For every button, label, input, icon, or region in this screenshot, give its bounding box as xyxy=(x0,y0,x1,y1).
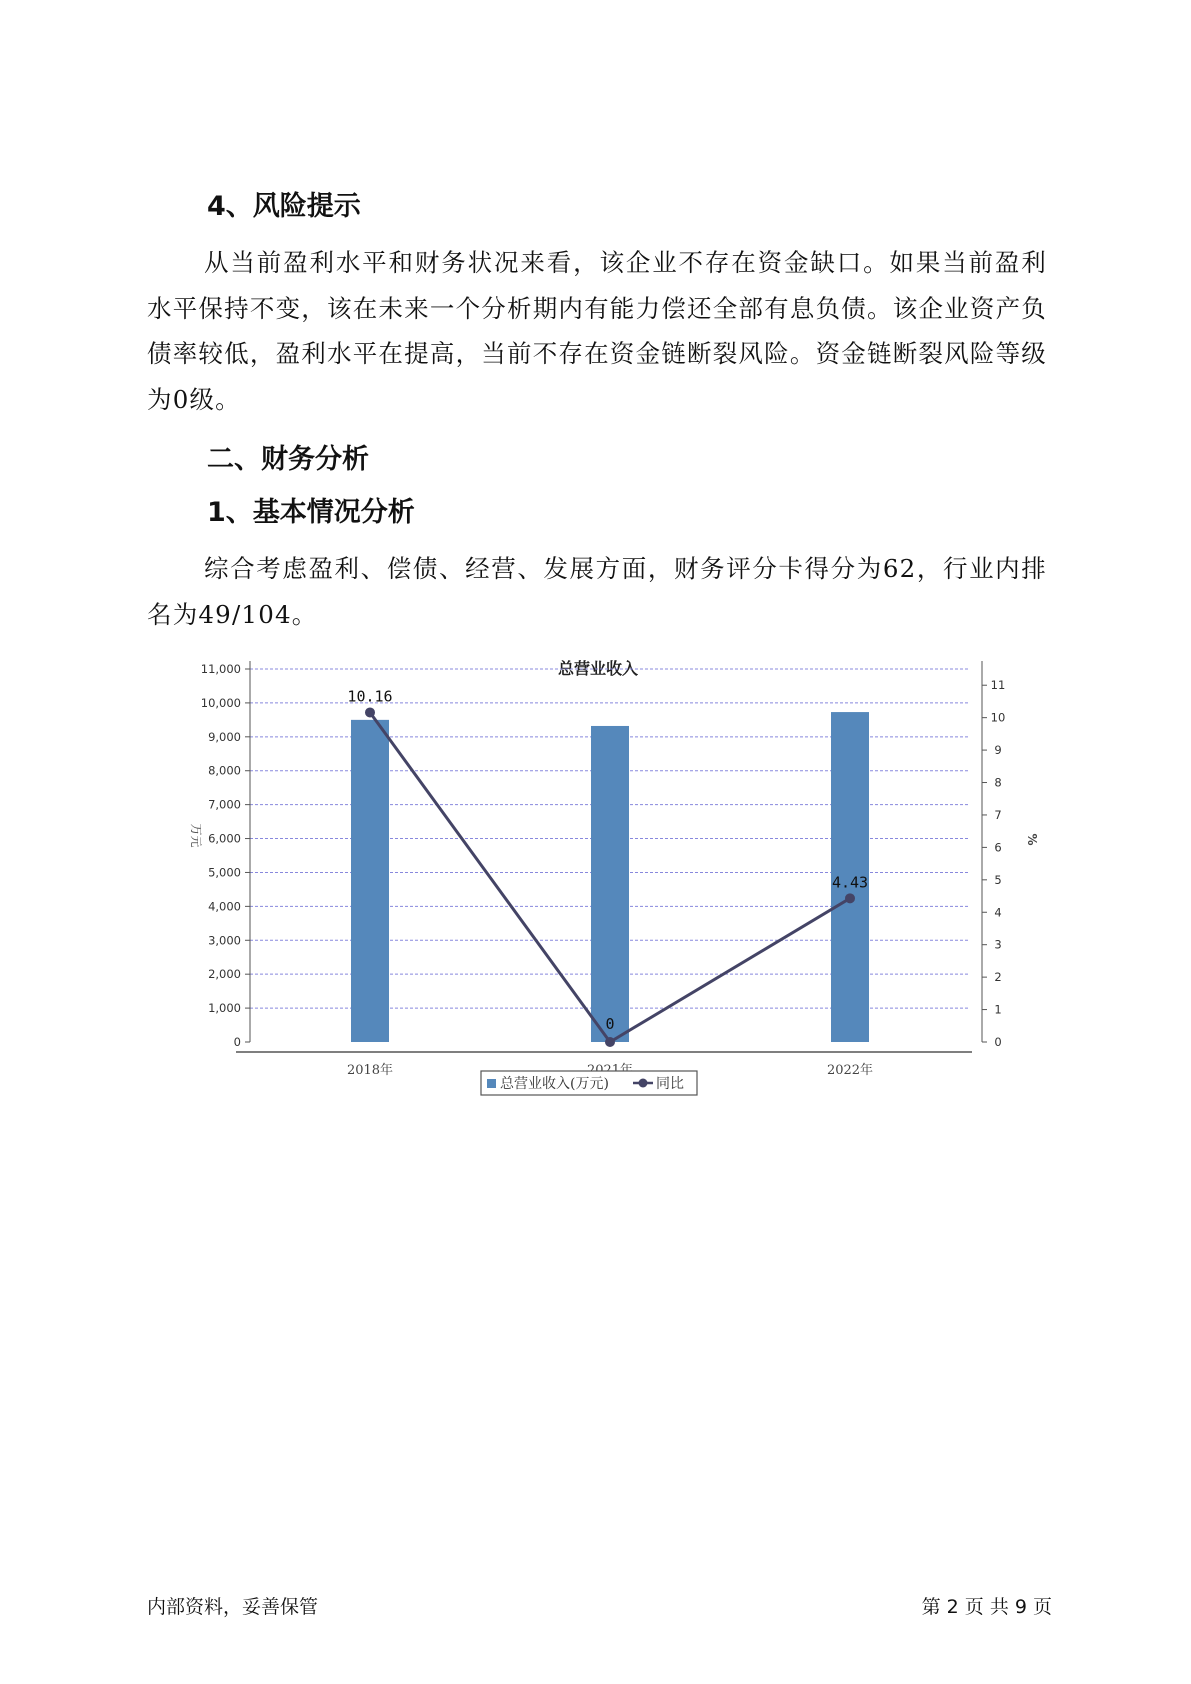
bar-2018年 xyxy=(351,720,389,1042)
legend-line-marker xyxy=(639,1079,648,1088)
yoy-point xyxy=(365,707,375,717)
basic-heading: 1、基本情况分析 xyxy=(207,497,415,528)
y2-tick-label: 6 xyxy=(994,840,1002,855)
y-tick-label: 1,000 xyxy=(208,1001,241,1016)
y2-tick-label: 2 xyxy=(994,970,1002,985)
legend-line-label: 同比 xyxy=(656,1076,684,1092)
footer-page-number: 第 2 页 共 9 页 xyxy=(921,1596,1052,1618)
y-tick-label: 4,000 xyxy=(208,899,241,914)
y-tick-label: 9,000 xyxy=(208,729,241,744)
x-tick-label: 2018年 xyxy=(346,1063,394,1078)
y-tick-label: 7,000 xyxy=(208,797,241,812)
y2-tick-label: 1 xyxy=(994,1002,1002,1017)
x-tick-label: 2022年 xyxy=(826,1063,874,1078)
yoy-data-label: 4.43 xyxy=(831,873,869,892)
revenue-chart xyxy=(170,655,1039,1125)
y2-tick-label: 10 xyxy=(990,710,1006,725)
y-axis-label: 万元 xyxy=(189,823,203,848)
yoy-point xyxy=(605,1037,615,1047)
y-tick-label: 2,000 xyxy=(208,967,241,982)
y-tick-label: 0 xyxy=(233,1035,241,1049)
finance-heading: 二、财务分析 xyxy=(207,444,369,475)
y2-tick-label: 3 xyxy=(994,937,1002,952)
footer-confidential: 内部资料，妥善保管 xyxy=(147,1596,319,1618)
legend-bar-swatch xyxy=(487,1079,496,1088)
y2-tick-label: 5 xyxy=(994,872,1002,887)
basic-paragraph: 综合考虑盈利、偿债、经营、发展方面，财务评分卡得分为62，行业内排名为49/104。 xyxy=(147,554,1047,629)
risk-heading: 4、风险提示 xyxy=(207,191,361,222)
y-tick-label: 5,000 xyxy=(208,865,241,880)
y-tick-label: 10,000 xyxy=(200,695,241,710)
y2-tick-label: 4 xyxy=(994,905,1002,920)
y-tick-label: 3,000 xyxy=(208,933,241,948)
y-tick-label: 11,000 xyxy=(200,662,241,676)
risk-paragraph: 从当前盈利水平和财务状况来看，该企业不存在资金缺口。如果当前盈利水平保持不变，该在未来一个分析期内有能力偿还全部有息负债。该企业资产负债率较低，盈利水平在提高，当前不存在资金链断裂风险。资金链断裂风险等级为0级。 xyxy=(147,248,1047,414)
chart-title: 总营业收入 xyxy=(557,659,639,678)
yoy-point xyxy=(845,893,855,903)
y2-tick-label: 11 xyxy=(990,678,1006,693)
y2-tick-label: 7 xyxy=(994,807,1002,822)
y2-tick-label: 9 xyxy=(994,743,1002,758)
bar-2021年 xyxy=(591,726,629,1042)
yoy-data-label: 0 xyxy=(605,1015,615,1033)
y-tick-label: 6,000 xyxy=(208,831,241,846)
y2-tick-label: 8 xyxy=(994,775,1002,790)
y2-axis-label: % xyxy=(1025,833,1039,846)
y2-tick-label: 0 xyxy=(994,1035,1002,1049)
yoy-data-label: 10.16 xyxy=(347,687,393,706)
y-tick-label: 8,000 xyxy=(208,763,241,778)
legend-bar-label: 总营业收入(万元) xyxy=(500,1076,609,1092)
